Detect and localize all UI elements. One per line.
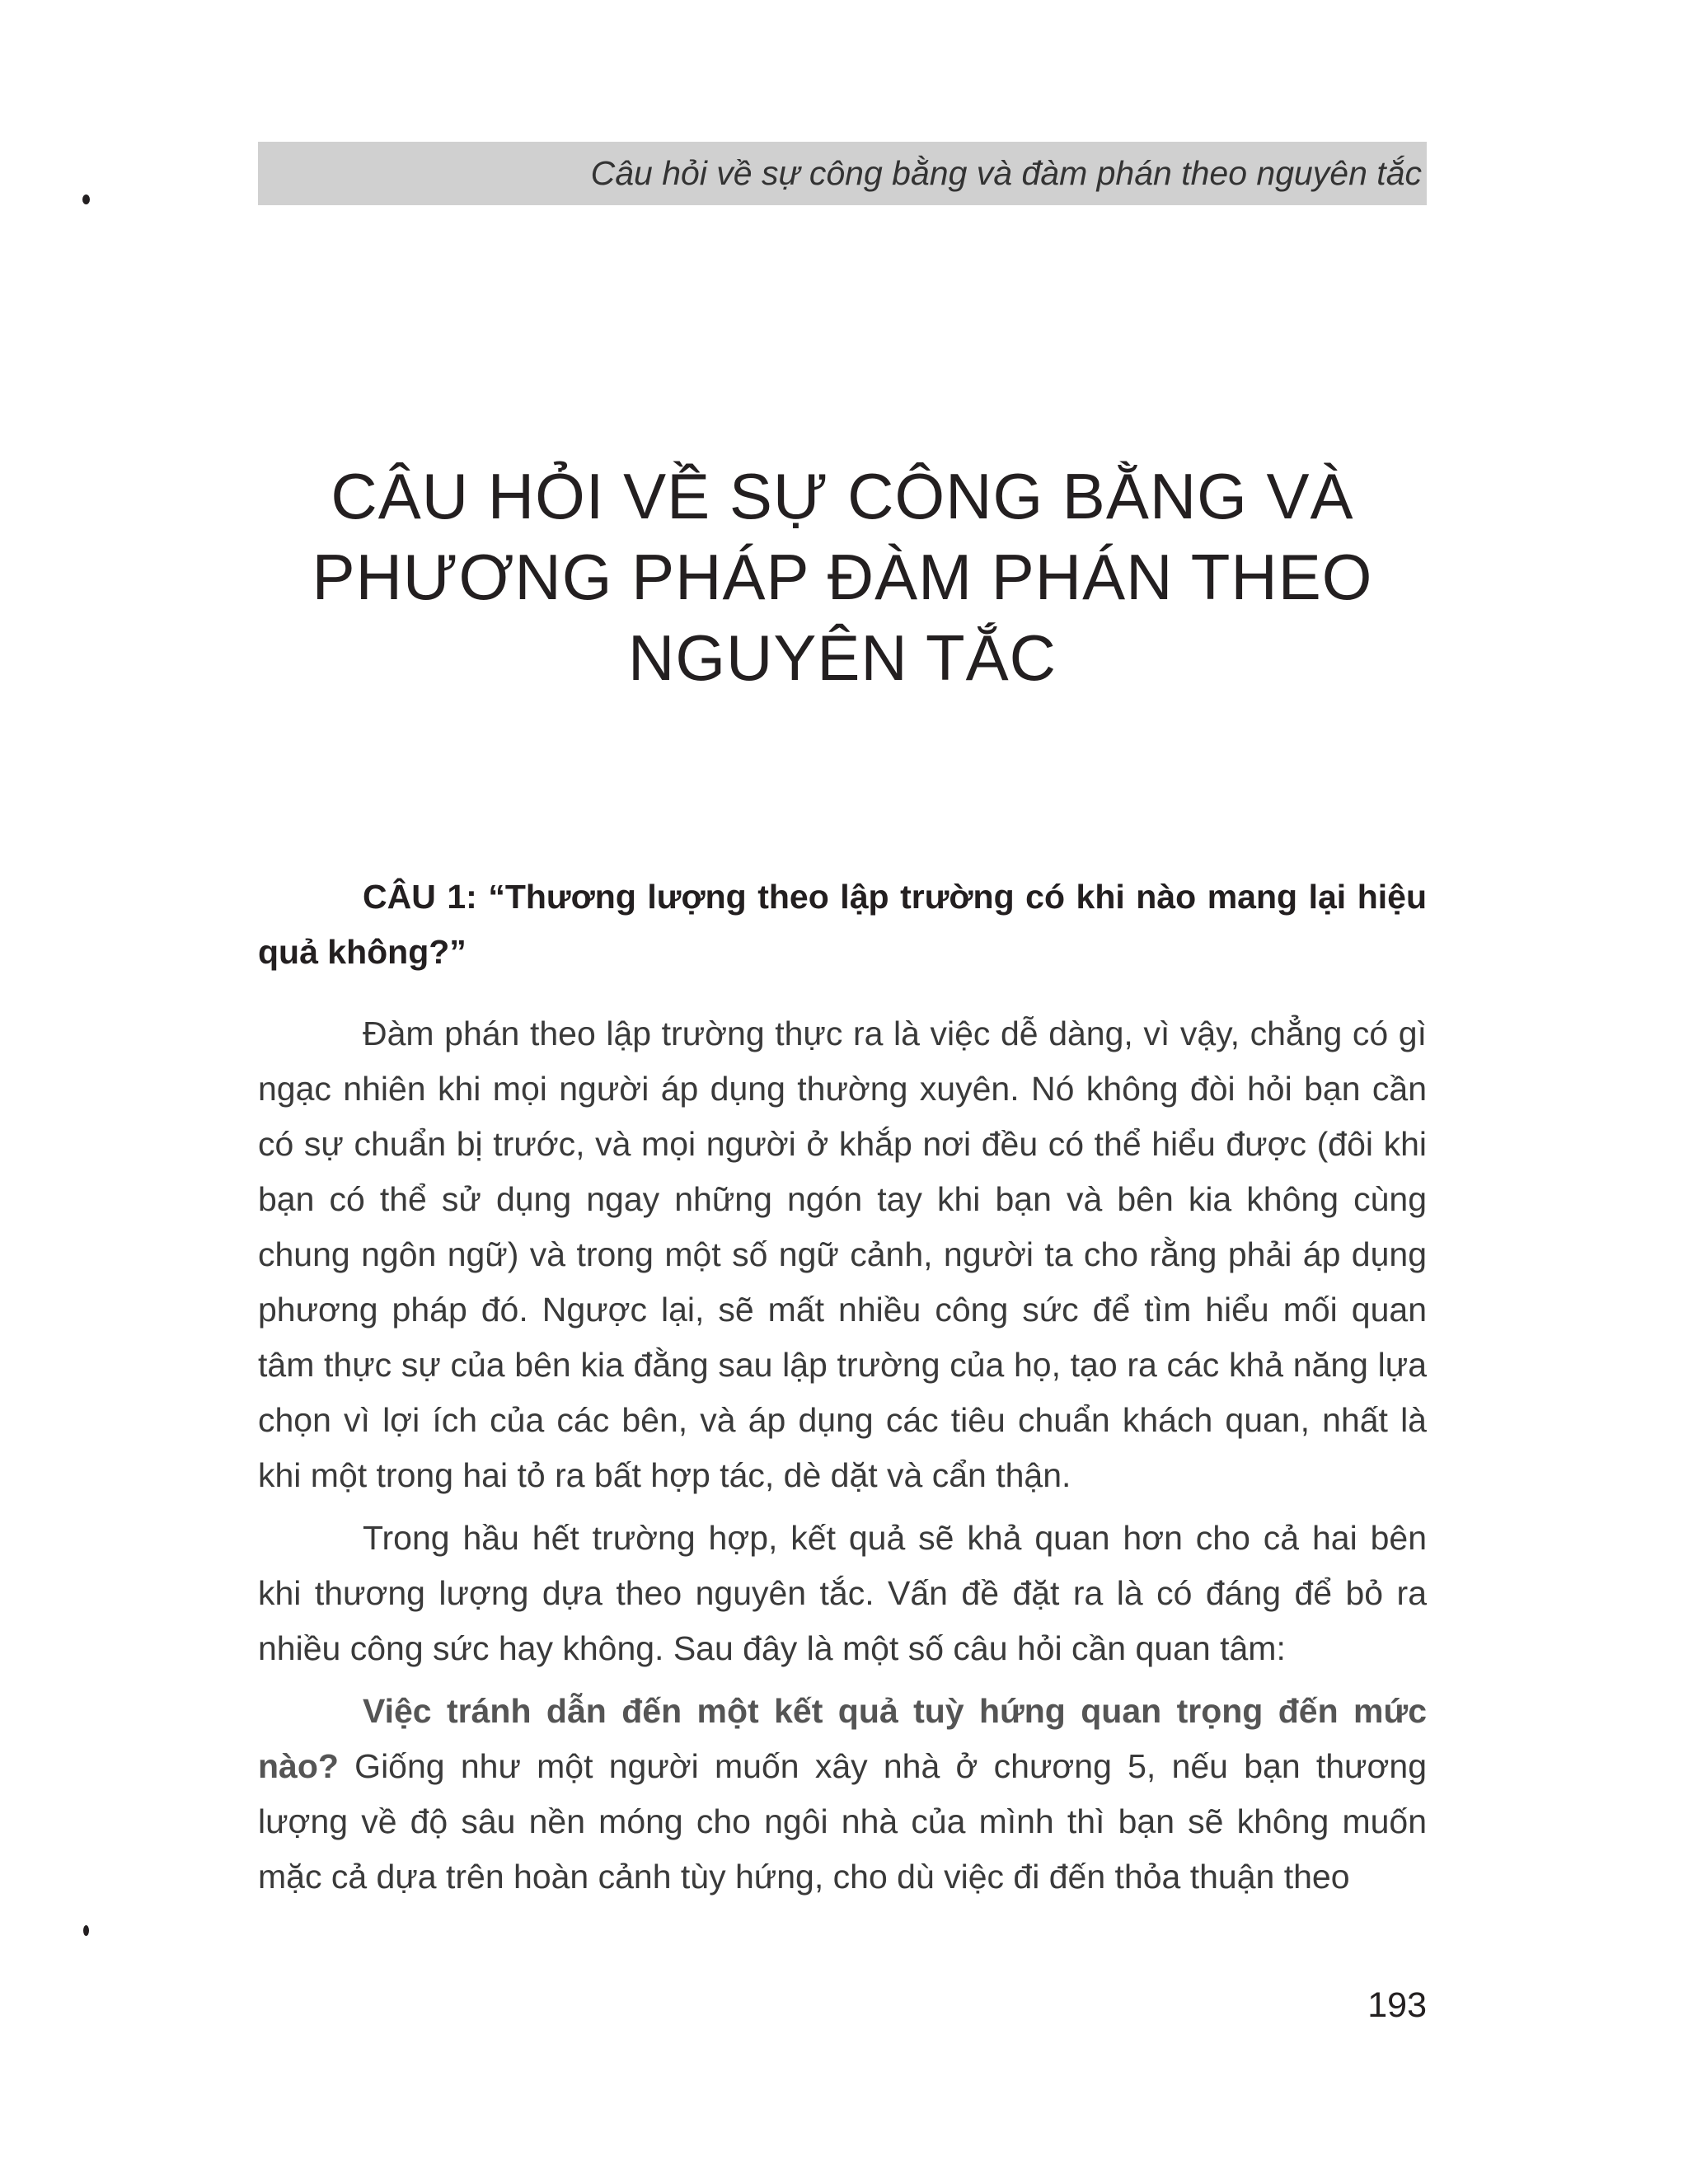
page-number: 193 <box>1367 1985 1427 2025</box>
chapter-title-line-1: CÂU HỎI VỀ SỰ CÔNG BẰNG VÀ <box>331 460 1354 532</box>
paragraph-2: Trong hầu hết trường hợp, kết quả sẽ khả quan hơn cho cả hai bên khi thương lượng dựa theo nguyên tắc. Vấn đề đặt ra là có đáng để bỏ ra nhiều công sức hay không. Sau đây là một số câu hỏi cần quan tâm: <box>258 1519 1427 1667</box>
question-heading: CÂU 1: “Thương lượng theo lập trường có khi nào mang lại hiệu quả không?” <box>258 878 1427 971</box>
margin-dot-bottom <box>83 1925 89 1936</box>
paragraph-3-text: Giống như một người muốn xây nhà ở chương 5, nếu bạn thương lượng về độ sâu nền móng cho ngôi nhà của mình thì bạn sẽ không muốn mặc cả dựa trên hoàn cảnh tùy hứng, cho dù việc đi đến thỏa thuận theo <box>258 1747 1427 1896</box>
chapter-title-line-3: NGUYÊN TẮC <box>628 621 1057 694</box>
paragraph-3 <box>258 1684 1427 1905</box>
running-header: Câu hỏi về sự công bằng và đàm phán theo nguyên tắc <box>258 142 1427 205</box>
body-text <box>258 869 1427 1912</box>
paragraph-1: Đàm phán theo lập trường thực ra là việc dễ dàng, vì vậy, chẳng có gì ngạc nhiên khi mọi người áp dụng thường xuyên. Nó không đòi hỏi bạn cần có sự chuẩn bị trước, và mọi người ở khắp nơi đều có thể hiểu được (đôi khi bạn có thể sử dụng ngay những ngón tay khi bạn và bên kia không cùng chung ngôn ngữ) và trong một số ngữ cảnh, người ta cho rằng phải áp dụng phương pháp đó. Ngược lại, sẽ mất nhiều công sức để tìm hiểu mối quan tâm thực sự của bên kia đằng sau lập trường của họ, tạo ra các khả năng lựa chọn vì lợi ích của các bên, và áp dụng các tiêu chuẩn khách quan, nhất là khi một trong hai tỏ ra bất hợp tác, dè dặt và cẩn thận. <box>258 1015 1427 1494</box>
chapter-title <box>258 456 1427 698</box>
paragraph-3-bold-lead: Việc tránh dẫn đến một kết quả tuỳ hứng quan trọng đến mức nào? <box>258 1692 1427 1785</box>
chapter-title-line-2: PHƯƠNG PHÁP ĐÀM PHÁN THEO <box>312 541 1373 613</box>
margin-dot-top <box>82 194 90 204</box>
